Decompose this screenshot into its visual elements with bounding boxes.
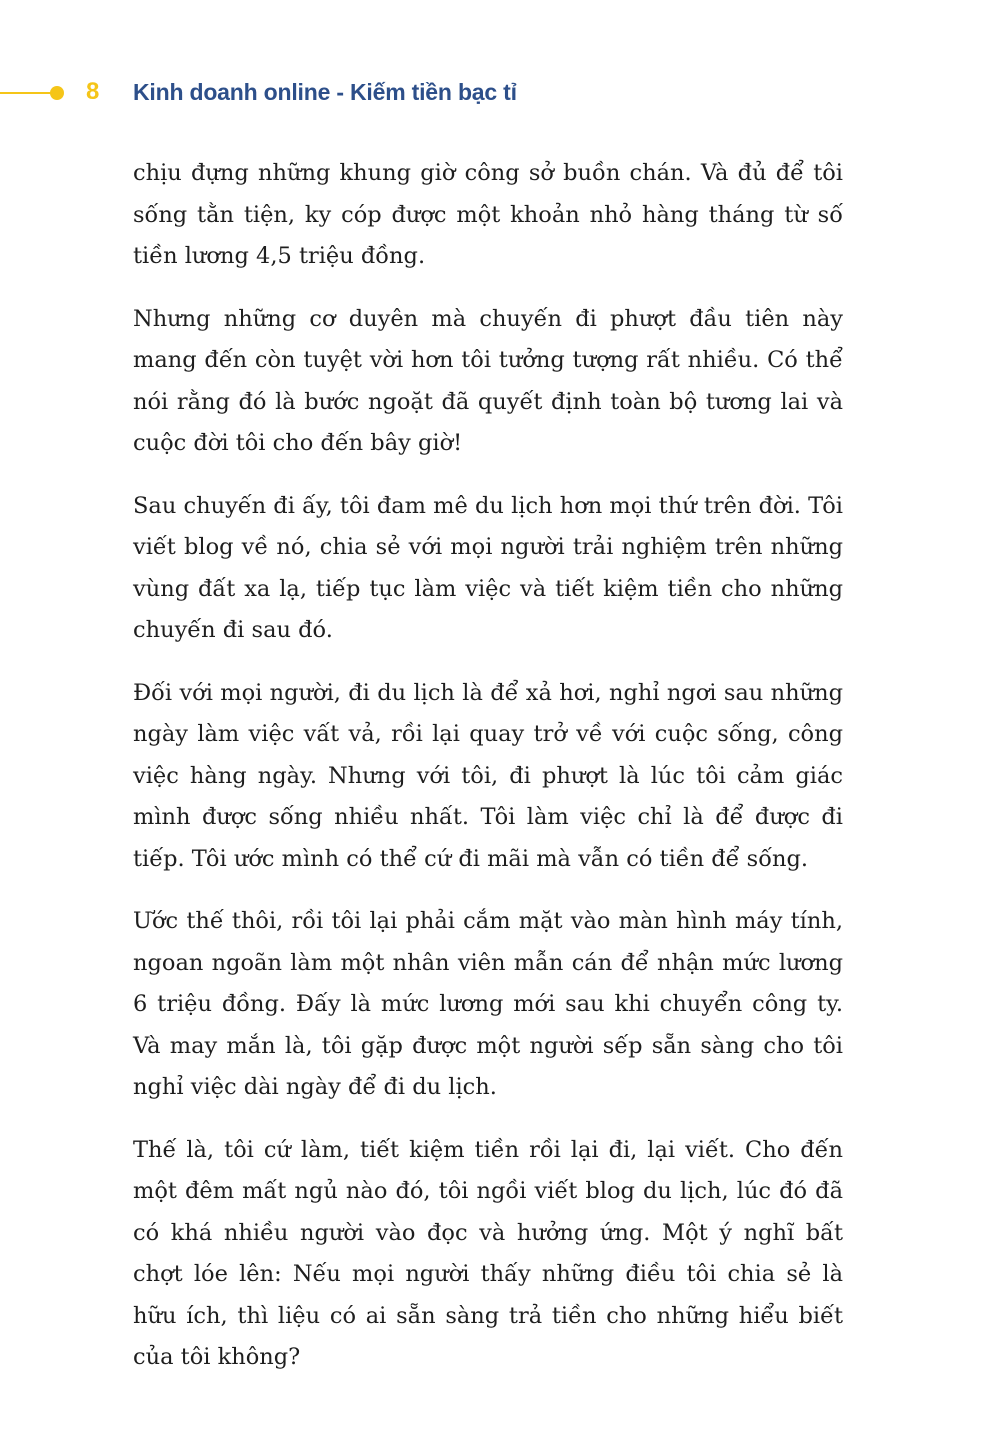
running-title: Kinh doanh online - Kiếm tiền bạc tỉ [133,79,517,105]
body-text [133,153,843,1400]
header-dot-icon [50,86,64,100]
header-rule [0,92,56,94]
paragraph: Nhưng những cơ duyên mà chuyến đi phượt đầu tiên này mang đến còn tuyệt vời hơn tôi tưởng tượng rất nhiều. Có thể nói rằng đó là bước ngoặt đã quyết định toàn bộ tương lai và cuộc đời tôi cho đến bây giờ! [133,305,843,456]
paragraph: Thế là, tôi cứ làm, tiết kiệm tiền rồi lại đi, lại viết. Cho đến một đêm mất ngủ nào đó, tôi ngồi viết blog du lịch, lúc đó đã có khá nhiều người vào đọc và hưởng ứng. Một ý nghĩ bất chợt lóe lên: Nếu mọi người thấy những điều tôi chia sẻ là hữu ích, thì liệu có ai sẵn sàng trả tiền cho những hiểu biết của tôi không? [133,1136,843,1370]
paragraph: Ước thế thôi, rồi tôi lại phải cắm mặt vào màn hình máy tính, ngoan ngoãn làm một nhân viên mẫn cán để nhận mức lương 6 triệu đồng. Đấy là mức lương mới sau khi chuyển công ty. Và may mắn là, tôi gặp được một người sếp sẵn sàng cho tôi nghỉ việc dài ngày để đi du lịch. [133,908,843,1100]
paragraph: Đối với mọi người, đi du lịch là để xả hơi, nghỉ ngơi sau những ngày làm việc vất vả, rồi lại quay trở về với cuộc sống, công việc hàng ngày. Nhưng với tôi, đi phượt là lúc tôi cảm giác mình được sống nhiều nhất. Tôi làm việc chỉ là để được đi tiếp. Tôi ước mình có thể cứ đi mãi mà vẫn có tiền để sống. [133,679,843,872]
page-header [0,70,1001,114]
paragraph: chịu đựng những khung giờ công sở buồn chán. Và đủ để tôi sống tằn tiện, ky cóp được một khoản nhỏ hàng tháng từ số tiền lương 4,5 triệu đồng. [133,160,843,269]
paragraph: Sau chuyến đi ấy, tôi đam mê du lịch hơn mọi thứ trên đời. Tôi viết blog về nó, chia sẻ với mọi người trải nghiệm trên những vùng đất xa lạ, tiếp tục làm việc và tiết kiệm tiền cho những chuyến đi sau đó. [133,492,843,643]
page-number: 8 [86,78,100,105]
